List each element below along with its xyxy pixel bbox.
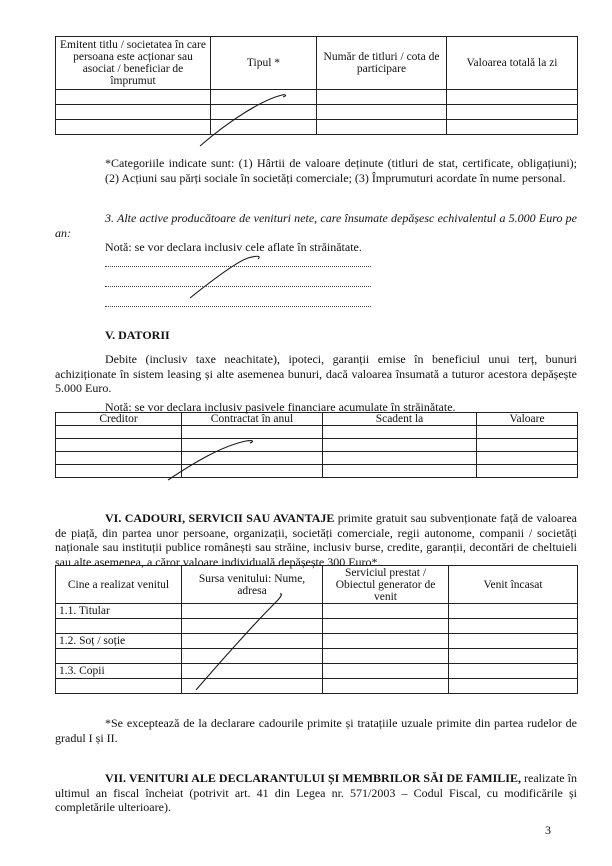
section6-heading: VI. CADOURI, SERVICII SAU AVANTAJE bbox=[105, 511, 335, 525]
header-issuer: Emitent titlu / societatea în care persoana este acționar sau asociat / beneficiar de împrumut bbox=[56, 37, 211, 90]
header-creditor: Creditor bbox=[56, 413, 182, 426]
table-row bbox=[56, 452, 578, 465]
row-label: 1.1. Titular bbox=[56, 604, 182, 619]
header-value: Valoarea totală la zi bbox=[447, 37, 578, 90]
section5-heading: V. DATORII bbox=[105, 328, 170, 342]
header-count: Număr de titluri / cota de participare bbox=[317, 37, 447, 90]
section7-text bbox=[55, 771, 577, 815]
table-row bbox=[56, 664, 578, 679]
categories-note: *Categoriile indicate sunt: (1) Hârtii de valoare deținute (titluri de stat, certificate, obligațiuni); (2) Acțiuni sau părți sociale în societăți comerciale; (3) Împrumuturi acordate în nume personal. bbox=[105, 156, 577, 185]
table-row bbox=[56, 604, 578, 619]
page-number: 3 bbox=[545, 823, 551, 837]
header-service: Serviciul prestat / Obiectul generator de venit bbox=[323, 566, 449, 604]
section5-note: Notă: se vor declara inclusiv pasivele financiare acumulate în străinătate. bbox=[105, 400, 456, 414]
header-amount: Valoare bbox=[477, 413, 578, 426]
gifts-footnote: *Se exceptează de la declarare cadourile primite și tratațiile uzuale primite din partea rudelor de gradul I și II. bbox=[55, 716, 577, 745]
header-source: Sursa venitului: Nume, adresa bbox=[182, 566, 323, 604]
row-label: 1.2. Soț / soție bbox=[56, 634, 182, 649]
header-due: Scadent la bbox=[323, 413, 477, 426]
header-type: Tipul * bbox=[211, 37, 317, 90]
dotted-line bbox=[105, 265, 371, 267]
gifts-table bbox=[55, 565, 578, 694]
table-row bbox=[56, 465, 578, 478]
securities-table bbox=[55, 36, 578, 135]
table-row bbox=[56, 105, 578, 120]
header-income: Venit încasat bbox=[449, 566, 578, 604]
section3-note: Notă: se vor declara inclusiv cele aflate în străinătate. bbox=[105, 240, 362, 254]
section7-heading: VII. VENITURI ALE DECLARANTULUI ȘI MEMBRILOR SĂI DE FAMILIE, bbox=[105, 771, 521, 785]
table-row bbox=[56, 439, 578, 452]
strike-mark-2 bbox=[190, 256, 259, 298]
dotted-line bbox=[105, 285, 371, 287]
debts-table bbox=[55, 412, 578, 478]
section3-label: 3. Alte active producătoare de venituri nete, care însumate depășesc echivalentul a 5.000 Euro pe an: bbox=[55, 211, 577, 240]
dotted-line bbox=[105, 305, 371, 307]
table-row bbox=[56, 634, 578, 649]
table-row bbox=[56, 679, 578, 694]
section7-body: realizate în ultimul an fiscal încheiat (potrivit art. 41 din Legea nr. 571/2003 – Codul Fiscal, cu modificările și completările ulterioare). bbox=[55, 771, 577, 814]
table-row bbox=[56, 649, 578, 664]
section5-text: Debite (inclusiv taxe neachitate), ipoteci, garanții emise în beneficiul unui terț, bunuri achiziționate în sistem leasing și alte asemenea bunuri, dacă valoarea însumată a tuturor acestora depășește 5.000 Euro. bbox=[55, 352, 577, 395]
table-row bbox=[56, 90, 578, 105]
section6-text bbox=[55, 511, 577, 569]
row-label: 1.3. Copii bbox=[56, 664, 182, 679]
header-who: Cine a realizat venitul bbox=[56, 566, 182, 604]
section3-text bbox=[55, 211, 577, 240]
table-row bbox=[56, 120, 578, 135]
section6-body: primite gratuit sau subvenționate față de valoarea de piață, din partea unor persoane, organizații, societăți comerciale, regii autonome, companii / societăți naționale sau instituții publice românești sau străine, inclusiv burse, credite, garanții, decontări de cheltuieli sau alte asemenea, a căror valoare individuală depășește 300 Euro*. bbox=[55, 511, 577, 569]
header-contracted: Contractat în anul bbox=[182, 413, 323, 426]
table-row bbox=[56, 426, 578, 439]
table-row bbox=[56, 619, 578, 634]
